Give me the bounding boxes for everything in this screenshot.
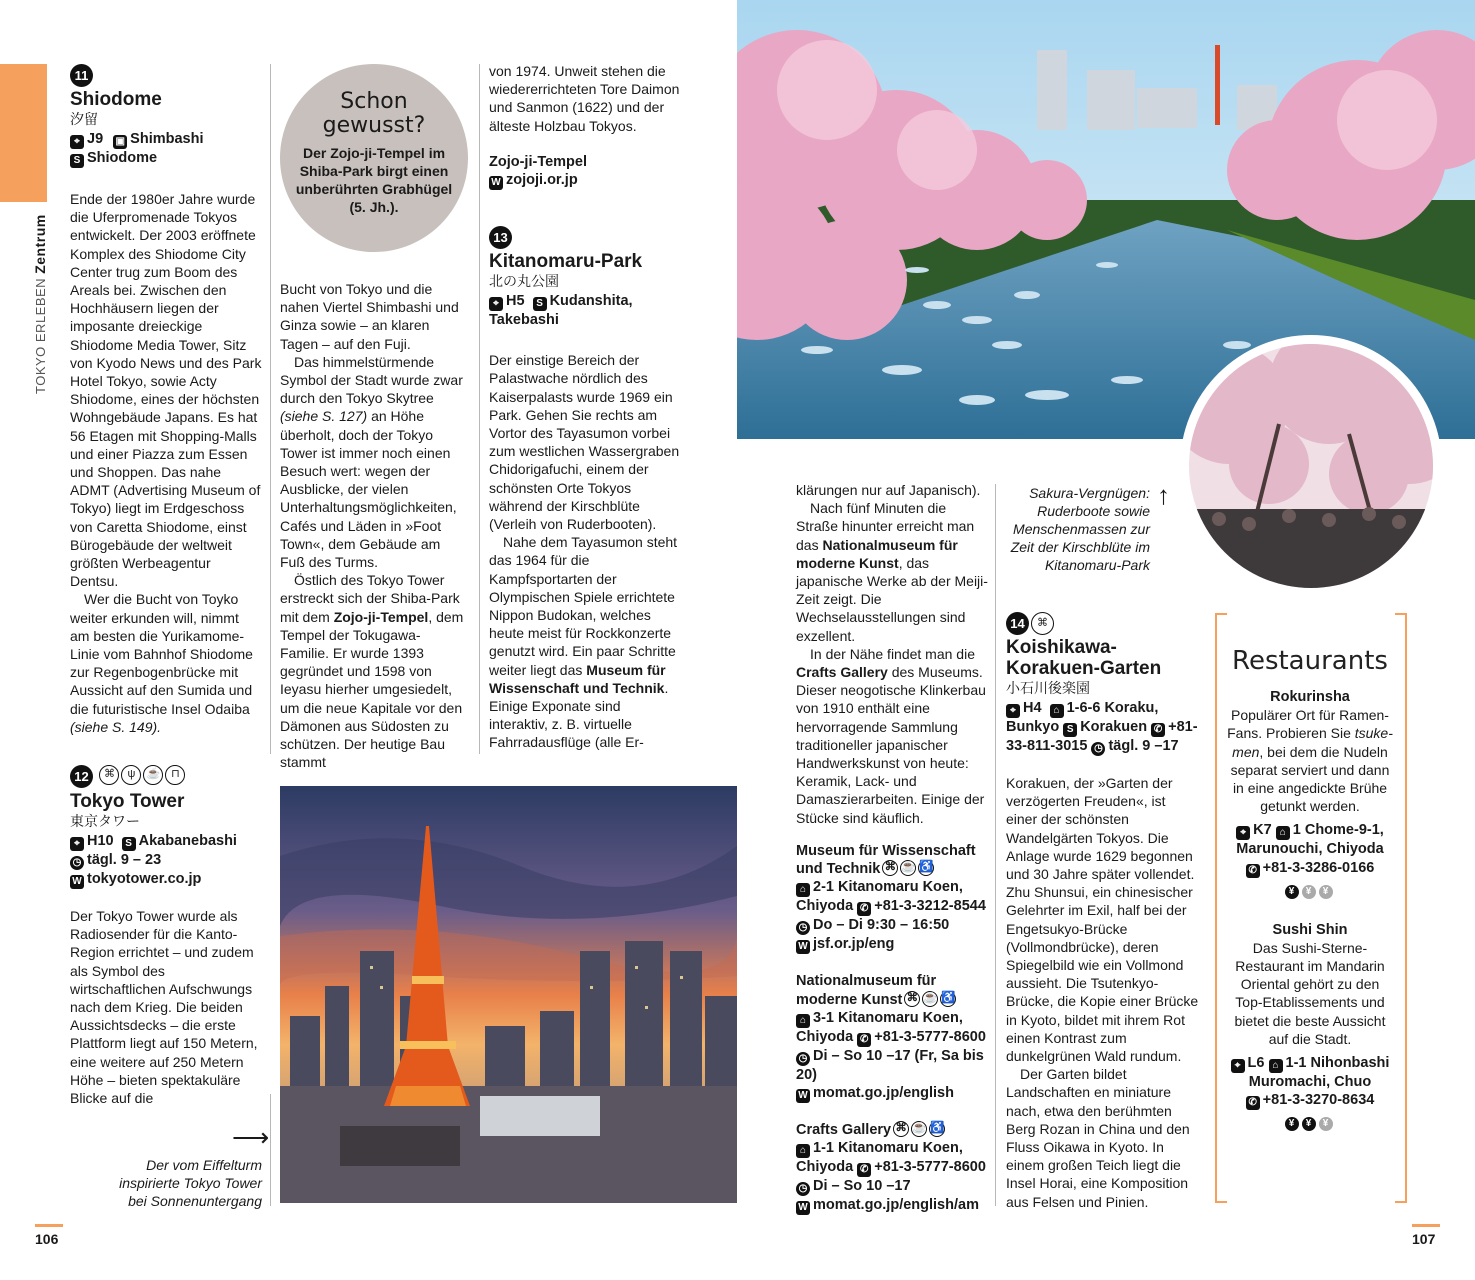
body-paragraph: Nach fünf Minuten die Straße hinunter erreicht man das (796, 500, 975, 553)
listing-hours: Di – So 10 –17 (813, 1178, 911, 1195)
map-pin-icon: ⌖ (1236, 826, 1250, 840)
listing-address: 1-1 Kitanomaru Koen, Chiyoda (796, 1140, 963, 1176)
listing-phone: +81-3-3212-8544 (874, 898, 986, 915)
wheelchair-icon: ♿ (940, 991, 956, 1007)
opening-hours: tägl. 9 – 23 (87, 852, 162, 868)
listing-hours: Di – So 10 –17 (Fr, Sa bis 20) (796, 1047, 984, 1083)
zojoji-label: Zojo-ji-Tempel (489, 153, 588, 170)
page-number-right: 107 (1412, 1231, 1436, 1247)
ticket-icon: ⌘ (904, 991, 920, 1007)
house-icon: ⌂ (1269, 1059, 1283, 1073)
column-divider (270, 64, 271, 754)
web-w-icon: W (796, 1089, 810, 1103)
tokyo-tower-photo (280, 786, 737, 1203)
body-paragraph: an Höhe überholt, doch der Tokyo Tower ist immer noch einen Besuch wert: wegen der Ausblicke, der vielen Unterhaltungsmöglichkeiten, Cafés und Läden in »Foot Town«, dem Gebäude am Fuß des Turms. (280, 408, 457, 571)
entry-phone: +81-33-811-3015 (1006, 719, 1198, 754)
map-pin-icon: ⌖ (1231, 1059, 1245, 1073)
yen-icon: ¥ (1285, 1117, 1299, 1131)
page-number-left: 106 (35, 1231, 59, 1247)
map-pin-icon: ⌖ (70, 837, 84, 851)
column-divider (995, 484, 996, 1206)
opening-hours: tägl. 9 –17 (1108, 738, 1179, 754)
price-rating (1227, 882, 1393, 899)
website-link[interactable]: tokyotower.co.jp (87, 871, 202, 887)
body-paragraph: Korakuen, der »Garten der verzögerten Freuden«, ist einer der schönsten Wandelgärten Tokyos. Die Anlage wurde 1629 begonnen und 30 Jahre später vollendet. Zhu Shunsui, ein chinesischer Gelehrter im Exil, half bei der Engetsukyo-Brücke (Vollmondbrücke), deren Spiegelbild wie ein Vollmond aussieht. Die Tsutenkyo-Brücke, die Kopie einer Brücke in Kyoto, bildet mit ihrem Rot einen Kontrast zum dunkelgrünen Wald rundum. (1006, 775, 1199, 1065)
train-icon: ▣ (113, 135, 127, 149)
section-label: Zentrum (32, 214, 48, 274)
highlight-term: Museum für Wissenschaft und Technik (489, 661, 666, 696)
ticket-icon: ⌘ (1031, 612, 1054, 635)
body-paragraph: , das japanische Werke ab der Meiji- Zeit zeigt. Die Wechselausstellungen sind exzellent. (796, 554, 988, 644)
schon-gewusst-text: Der Zojo-ji-Tempel im Shiba-Park birgt einen unberührten Grabhügel (5. Jh.). (295, 145, 453, 215)
page-number-right-rule (1412, 1224, 1440, 1227)
entry-number: 12 (70, 765, 93, 788)
restaurant-address: 1-1 Nihonbashi Muromachi, Chuo (1248, 1055, 1390, 1091)
yen-icon: ¥ (1285, 885, 1299, 899)
box-corner (1395, 613, 1405, 615)
column-2-text (280, 280, 468, 771)
subway-s-icon: S (1063, 723, 1077, 737)
entry-title: Kitanomaru-Park (489, 251, 643, 272)
cafe-icon: ☕ (900, 860, 916, 876)
body-paragraph: Wer die Bucht von Toyko weiter erkunden will, nimmt am besten die Yurikamome-Linie vom Bahnhof Shiodome zur Regenbogenbrücke mit Aussicht auf den Sumida und die futuristische Insel Odaiba (70, 591, 253, 717)
clock-icon: ◷ (70, 856, 84, 870)
web-w-icon: W (70, 875, 84, 889)
map-ref: H4 (1023, 700, 1042, 716)
sidebar-tab (0, 64, 47, 202)
ticket-icon: ⌘ (893, 1121, 909, 1137)
body-paragraph: von 1974. Unweit stehen die wiedererrichteten Tore Daimon und Sanmon (1622) und der älteste Holzbau Tokyos. (489, 63, 680, 134)
phone-icon: ✆ (857, 1163, 871, 1177)
restaurant-description: , bei dem die Nudeln separat serviert und dann in eine angedickte Brühe getunkt werden. (1230, 743, 1390, 815)
body-paragraph: Nahe dem Tayasumon steht das 1964 für die Kampfsportarten der Olympischen Spiele errichtete Nippon Budokan, welches heute meist für Rockkonzerte genutzt wird. Ein paar Schritte weiter liegt das (489, 534, 678, 678)
clock-icon: ◷ (796, 921, 810, 935)
box-corner (1395, 1201, 1405, 1203)
map-ref: H10 (87, 833, 114, 849)
sidebar-label (32, 214, 48, 394)
yen-icon: ¥ (1319, 1117, 1333, 1131)
web-w-icon: W (489, 176, 503, 190)
restaurant-item (1227, 688, 1393, 899)
subway-station: Akabanebashi (138, 833, 237, 849)
highlight-term: Crafts Gallery (796, 664, 888, 681)
map-ref: H5 (506, 293, 525, 309)
restaurants-title: Restaurants (1232, 646, 1388, 676)
kitanomaru-entry (489, 226, 681, 752)
clock-icon: ◷ (796, 1052, 810, 1066)
web-w-icon: W (796, 940, 810, 954)
subway-station: Shiodome (87, 150, 158, 166)
house-icon: ⌂ (796, 883, 810, 897)
schon-gewusst-circle (280, 64, 468, 252)
column-3-text (489, 62, 681, 190)
website-link[interactable]: momat.go.jp/english (813, 1085, 954, 1102)
listing-crafts-gallery (796, 1121, 988, 1215)
sakura-crowd-photo-inner (1189, 344, 1433, 588)
museum-listings (796, 842, 988, 1215)
yen-icon: ¥ (1302, 885, 1316, 899)
body-paragraph: . Einige Exponate sind interaktiv, z. B. virtuelle Fahrradausflüge (alle Er- (489, 679, 669, 751)
sakura-caption: Sakura-Vergnügen: Ruderboote sowie Menschenmassen zur Zeit der Kirschblüte im Kitanomaru-Park (1010, 485, 1150, 573)
entry-japanese: 北の丸公園 (489, 273, 559, 289)
website-link[interactable]: momat.go.jp/english/am (813, 1197, 979, 1214)
body-paragraph: Bucht von Tokyo und die nahen Viertel Shimbashi und Ginza sowie – an klaren Tagen – auf den Fuji. (280, 281, 459, 352)
column-4-text (796, 481, 988, 827)
house-icon: ⌂ (1050, 704, 1064, 718)
page-number-left-rule (35, 1224, 63, 1227)
body-paragraph: des Museums. Dieser neogotische Klinkerbau von 1910 enthält eine hervorragende Sammlung traditioneller japanischer Handwerkskunst von heute: Keramik, Lack- und Damaszierarbeiten. Einige der Stücke sind käuflich. (796, 664, 986, 826)
phone-icon: ✆ (857, 1033, 871, 1047)
shiodome-entry (70, 64, 262, 736)
box-corner (1217, 613, 1227, 615)
body-paragraph: Der Tokyo Tower wurde als Radiosender für die Kanto-Region errichtet – und zudem als Symbol des wirtschaftlichen Aufschwungs nach dem Krieg. Die beiden Aussichtsdecks – die erste Plattform liegt auf 150 Metern, eine weitere auf 250 Metern Höhe – bieten spektakuläre Blicke auf die (70, 908, 258, 1107)
yen-icon: ¥ (1319, 885, 1333, 899)
web-w-icon: W (796, 1201, 810, 1215)
website-link[interactable]: jsf.or.jp/eng (813, 936, 895, 953)
koishikawa-entry (1006, 612, 1200, 1211)
listing-hours: Do – Di 9:30 – 16:50 (813, 917, 950, 934)
body-paragraph: , dem Tempel der Tokugawa-Familie. Er wurde 1393 gegründet und 1598 von Ieyasu hierher umgesiedelt, um die neue Kapitale vor den Dämonen aus Südosten zu schützen. Der heutige Bau stammt (280, 608, 464, 771)
restaurant-name: Rokurinsha (1270, 689, 1350, 705)
map-ref: L6 (1247, 1055, 1265, 1072)
clock-icon: ◷ (1091, 742, 1105, 756)
entry-number: 13 (489, 226, 512, 249)
map-pin-icon: ⌖ (489, 297, 503, 311)
cafe-icon: ☕ (143, 765, 163, 785)
restaurant-icon: ψ (121, 765, 141, 785)
listing-name: Nationalmuseum für moderne Kunst (796, 973, 937, 1008)
entry-number: 14 (1006, 612, 1029, 635)
tokyo-tower-caption: Der vom Eiffelturm inspirierte Tokyo Tower bei Sonnenuntergang (119, 1157, 262, 1209)
shop-icon: ⊓ (165, 765, 185, 785)
schon-gewusst-title: Schon gewusst? (322, 89, 426, 138)
entry-japanese: 東京タワー (70, 813, 140, 829)
body-paragraph: klärungen nur auf Japanisch). (796, 482, 981, 498)
phone-icon: ✆ (1246, 864, 1260, 878)
tokyo-tower-entry (70, 765, 262, 1107)
cafe-icon: ☕ (922, 991, 938, 1007)
page-reference: (siehe S. 127) (280, 408, 368, 425)
cafe-icon: ☕ (911, 1121, 927, 1137)
subway-s-icon: S (533, 297, 547, 311)
wheelchair-icon: ♿ (929, 1121, 945, 1137)
price-rating (1227, 1114, 1393, 1131)
listing-modern-art-museum (796, 972, 988, 1103)
entry-japanese: 小石川後楽園 (1006, 680, 1090, 696)
clock-icon: ◷ (796, 1182, 810, 1196)
body-paragraph: Östlich des Tokyo Tower erstreckt sich der Shiba-Park mit dem (280, 572, 460, 625)
wheelchair-icon: ♿ (918, 860, 934, 876)
listing-phone: +81-3-5777-8600 (874, 1159, 986, 1176)
map-pin-icon: ⌖ (70, 135, 84, 149)
restaurant-description-italic: tsuke-men (1232, 725, 1393, 760)
body-paragraph: In der Nähe findet man die (810, 645, 975, 662)
ticket-icon: ⌘ (99, 765, 119, 785)
listing-name: Museum für Wissenschaft und Technik (796, 843, 976, 878)
map-ref: J9 (87, 131, 104, 147)
map-ref: K7 (1253, 822, 1272, 839)
restaurant-phone: +81-3-3286-0166 (1262, 859, 1375, 876)
subway-station: Korakuen (1080, 719, 1148, 735)
highlight-term: Zojo-ji-Tempel (333, 608, 429, 625)
train-station: Shimbashi (130, 131, 204, 147)
entry-title: Koishikawa-Korakuen-Garten (1006, 637, 1162, 679)
restaurant-item (1227, 921, 1393, 1132)
subway-s-icon: S (122, 837, 136, 851)
subway-s-icon: S (70, 154, 84, 168)
listing-phone: +81-3-5777-8600 (874, 1028, 986, 1045)
highlight-term: Nationalmuseum für moderne Kunst (796, 536, 958, 571)
ticket-icon: ⌘ (882, 860, 898, 876)
body-paragraph: Ende der 1980er Jahre wurde die Uferpromenade Tokyos entwickelt. Der 2003 eröffnete Komplex des Shiodome City Center trug zum Boom des Areals bei. Zwischen den Hochhäusern liegen der imposante dreieckige Shiodome Media Tower, Sitz von Kyodo News und des Park Hotel Tokyo, sowie Acty Shiodome, eines der höchsten Wohngebäude Japans. Es hat 56 Etagen mit Shopping-Malls und einer Piazza zum Essen und Shoppen. Das nahe ADMT (Advertising Museum of Tokyo) liegt im Erdgeschoss von Caretta Shiodome, einst Bürogebäude der weltweit größten Werbeagentur Dentsu. (70, 191, 262, 590)
box-corner (1217, 1201, 1227, 1203)
arrow-right-icon: ⟶ (232, 1122, 270, 1152)
map-pin-icon: ⌖ (1006, 704, 1020, 718)
page-reference: (siehe S. 149). (70, 718, 162, 735)
phone-icon: ✆ (857, 902, 871, 916)
entry-title: Shiodome (70, 89, 162, 110)
body-paragraph: Das himmelstürmende Symbol der Stadt wurde zwar durch den Tokyo Skytree (280, 353, 463, 407)
restaurant-phone: +81-3-3270-8634 (1262, 1092, 1375, 1109)
restaurant-address: 1 Chome-9-1, Marunouchi, Chiyoda (1236, 822, 1384, 858)
house-icon: ⌂ (796, 1144, 810, 1158)
house-icon: ⌂ (1276, 826, 1290, 840)
listing-science-museum (796, 842, 988, 954)
phone-icon: ✆ (1151, 723, 1165, 737)
column-divider (479, 64, 480, 754)
chapter-label: TOKYO ERLEBEN (33, 277, 48, 394)
arrow-up-icon: ↑ (1157, 480, 1170, 510)
entry-number: 11 (70, 64, 93, 87)
listing-address: 3-1 Kitanomaru Koen, Chiyoda (796, 1009, 963, 1045)
phone-icon: ✆ (1246, 1096, 1260, 1110)
listing-address: 2-1 Kitanomaru Koen, Chiyoda (796, 879, 963, 915)
entry-address: 1-6-6 Koraku, Bunkyo (1006, 700, 1159, 735)
entry-title: Tokyo Tower (70, 791, 185, 812)
website-link[interactable]: zojoji.or.jp (506, 172, 578, 189)
restaurant-description: Populärer Ort für Ramen-Fans. Probieren Sie (1227, 707, 1389, 742)
body-paragraph: Der einstige Bereich der Palastwache nördlich des Kaiserpalasts wurde 1969 ein Park. Gehen Sie rechts am Vortor des Tayasumon vorbei zum westlichen Wassergraben Chidorigafuchi, einem der schönsten Orte Tokyos während der Kirschblüte (Verleih von Ruderbooten). (489, 352, 680, 533)
restaurant-description: Das Sushi-Sterne-Restaurant im Mandarin Oriental gehört zu den Top-Etablissements und bietet die beste Aussicht auf die Stadt. (1234, 939, 1386, 1047)
column-divider (270, 1094, 271, 1206)
yen-icon: ¥ (1302, 1117, 1316, 1131)
subway-station: Kudanshita, Takebashi (489, 293, 633, 328)
body-paragraph: Der Garten bildet Landschaften en miniature nach, etwa den berühmten Berg Rozan in China und den Fluss Oikawa in Kyoto. In einem großen Teich liegt die Insel Horai, eine Komposition aus Felsen und Pinien. (1006, 1066, 1190, 1210)
house-icon: ⌂ (796, 1014, 810, 1028)
listing-name: Crafts Gallery (796, 1122, 892, 1139)
entry-japanese: 汐留 (70, 111, 98, 127)
restaurants-content (1227, 644, 1393, 1131)
restaurant-name: Sushi Shin (1272, 921, 1348, 938)
